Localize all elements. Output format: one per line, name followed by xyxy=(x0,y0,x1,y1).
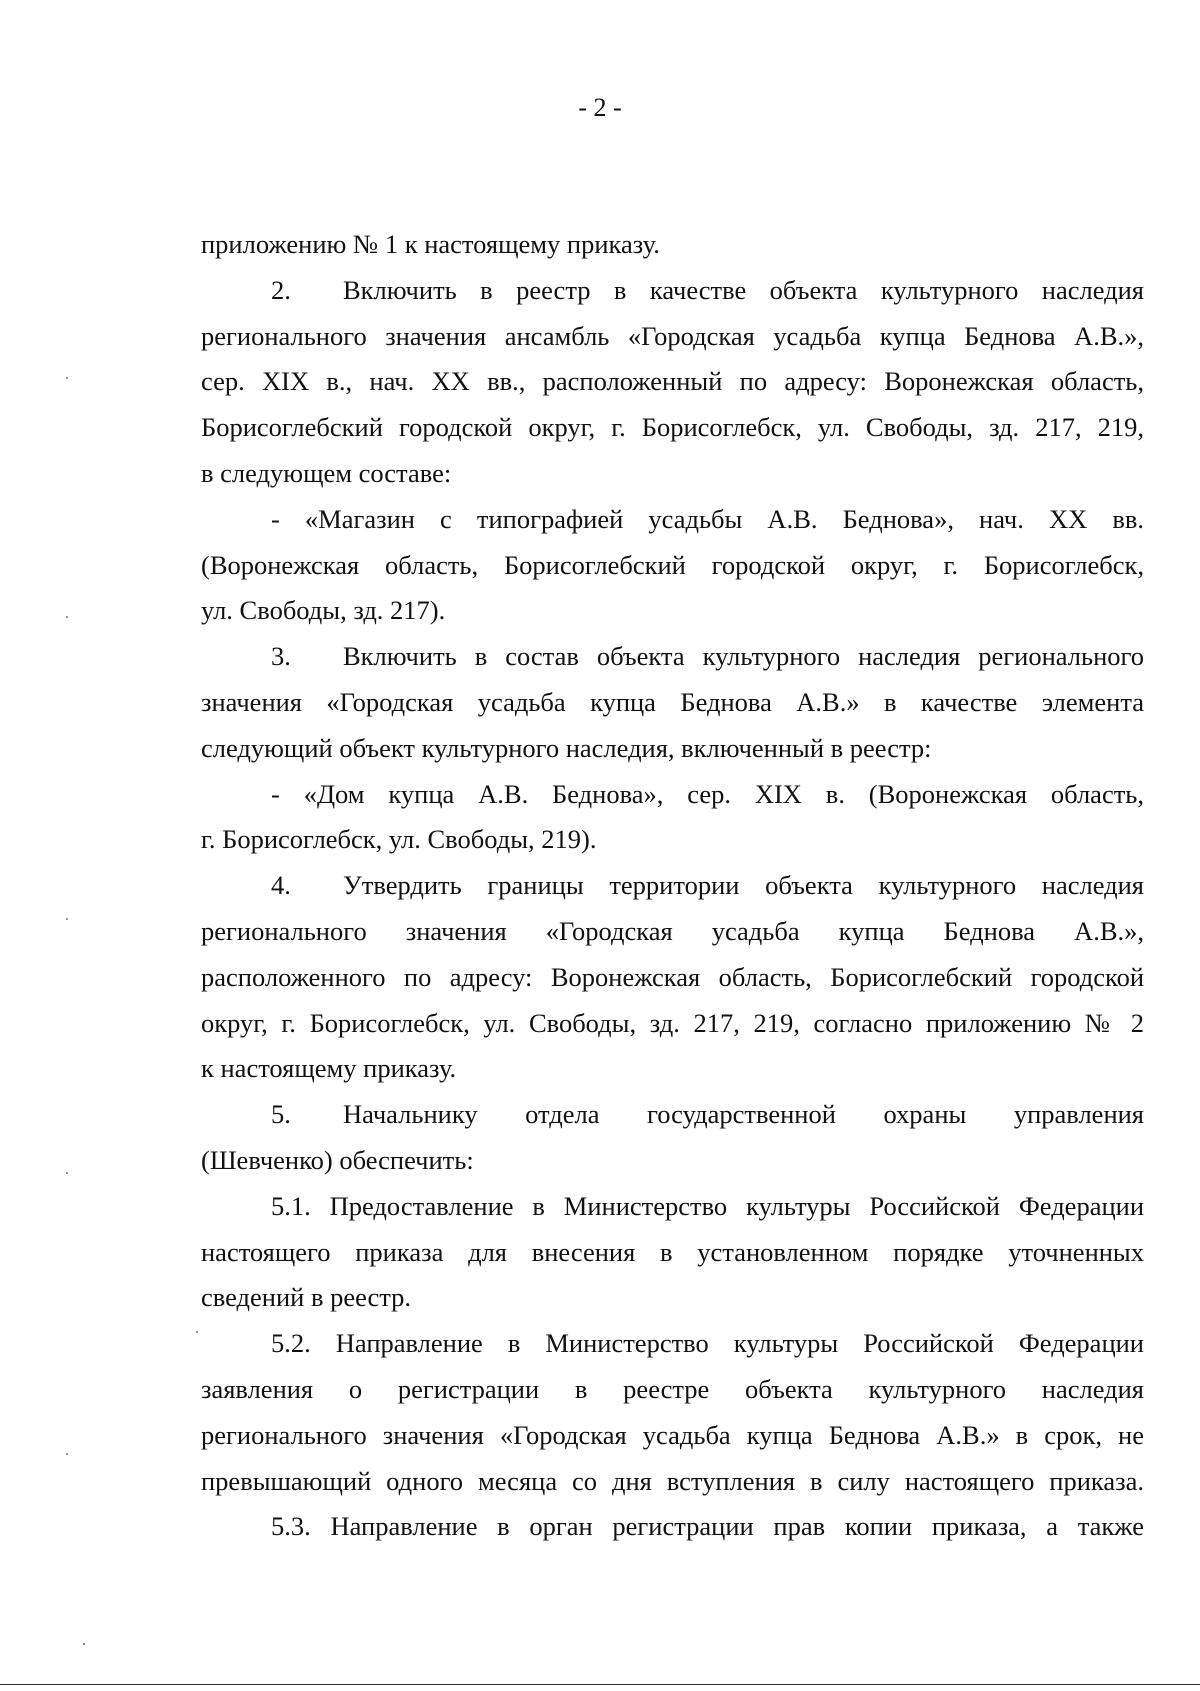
text-line: округ, г. Борисоглебск, ул. Свободы, зд. 217, 219, согласно приложению № 2 xyxy=(201,1007,1144,1038)
clause-text: Включить в реестр в качестве объекта культурного наследия xyxy=(343,274,1144,305)
text-line: сведений в реестр. xyxy=(201,1282,412,1313)
scan-speck xyxy=(66,377,68,379)
scan-speck xyxy=(66,1172,68,1174)
scan-speck xyxy=(66,918,68,920)
text-line: ул. Свободы, зд. 217). xyxy=(201,595,446,626)
text-line: (Воронежская область, Борисоглебский городской округ, г. Борисоглебск, xyxy=(201,549,1144,580)
scan-speck xyxy=(66,616,68,618)
clause-number: 2. xyxy=(271,274,291,305)
subclause-5-1-line: 5.1. Предоставление в Министерство культуры Российской Федерации xyxy=(271,1190,1144,1221)
scan-speck xyxy=(66,1453,68,1455)
text-line: регионального значения «Городская усадьба купца Беднова А.В.», xyxy=(201,915,1144,946)
text-line: регионального значения ансамбль «Городская усадьба купца Беднова А.В.», xyxy=(201,320,1144,351)
text-line: регионального значения «Городская усадьба купца Беднова А.В.» в срок, не xyxy=(201,1419,1144,1450)
text-line: (Шевченко) обеспечить: xyxy=(201,1144,474,1175)
clause-4-line xyxy=(201,863,1144,909)
text-line: расположенного по адресу: Воронежская область, Борисоглебский городской xyxy=(201,961,1144,992)
clause-text: Утвердить границы территории объекта культурного наследия xyxy=(343,870,1144,901)
clause-2-line xyxy=(201,268,1144,314)
clause-3-line xyxy=(201,634,1144,680)
order-body-text xyxy=(201,222,1144,1550)
text-line: Борисоглебский городской округ, г. Борисоглебск, ул. Свободы, зд. 217, 219, xyxy=(201,412,1144,443)
list-item-line: - «Магазин с типографией усадьбы А.В. Беднова», нач. XX вв. xyxy=(271,503,1144,534)
text-line: сер. XIX в., нач. XX вв., расположенный по адресу: Воронежская область, xyxy=(201,366,1144,397)
bottom-rule xyxy=(0,1684,1200,1685)
text-line: значения «Городская усадьба купца Беднова А.В.» в качестве элемента xyxy=(201,686,1144,717)
text-line: г. Борисоглебск, ул. Свободы, 219). xyxy=(201,824,597,855)
scan-speck xyxy=(196,1331,198,1333)
text-line: следующий объект культурного наследия, включенный в реестр: xyxy=(201,732,932,763)
clause-text: Включить в состав объекта культурного наследия регионального xyxy=(343,641,1144,672)
clause-number: 3. xyxy=(271,641,291,672)
clause-number: 4. xyxy=(271,870,291,901)
list-item-line: - «Дом купца А.В. Беднова», сер. XIX в. (Воронежская область, xyxy=(271,778,1144,809)
text-line: к настоящему приказу. xyxy=(201,1053,457,1084)
scan-speck xyxy=(83,1643,85,1645)
text-line: настоящего приказа для внесения в установленном порядке уточненных xyxy=(201,1236,1144,1267)
text-line: превышающий одного месяца со дня вступления в силу настоящего приказа. xyxy=(201,1465,1144,1496)
text-line: в следующем составе: xyxy=(201,457,452,488)
text-line: приложению № 1 к настоящему приказу. xyxy=(201,229,660,259)
clause-5-line xyxy=(201,1092,1144,1138)
text-line: заявления о регистрации в реестре объекта культурного наследия xyxy=(201,1373,1144,1404)
page-number: - 2 - xyxy=(578,93,622,122)
clause-text: Начальнику отдела государственной охраны управления xyxy=(343,1099,1144,1130)
subclause-5-3-line: 5.3. Направление в орган регистрации прав копии приказа, а также xyxy=(271,1511,1144,1542)
clause-number: 5. xyxy=(271,1099,291,1130)
subclause-5-2-line: 5.2. Направление в Министерство культуры Российской Федерации xyxy=(271,1328,1144,1359)
